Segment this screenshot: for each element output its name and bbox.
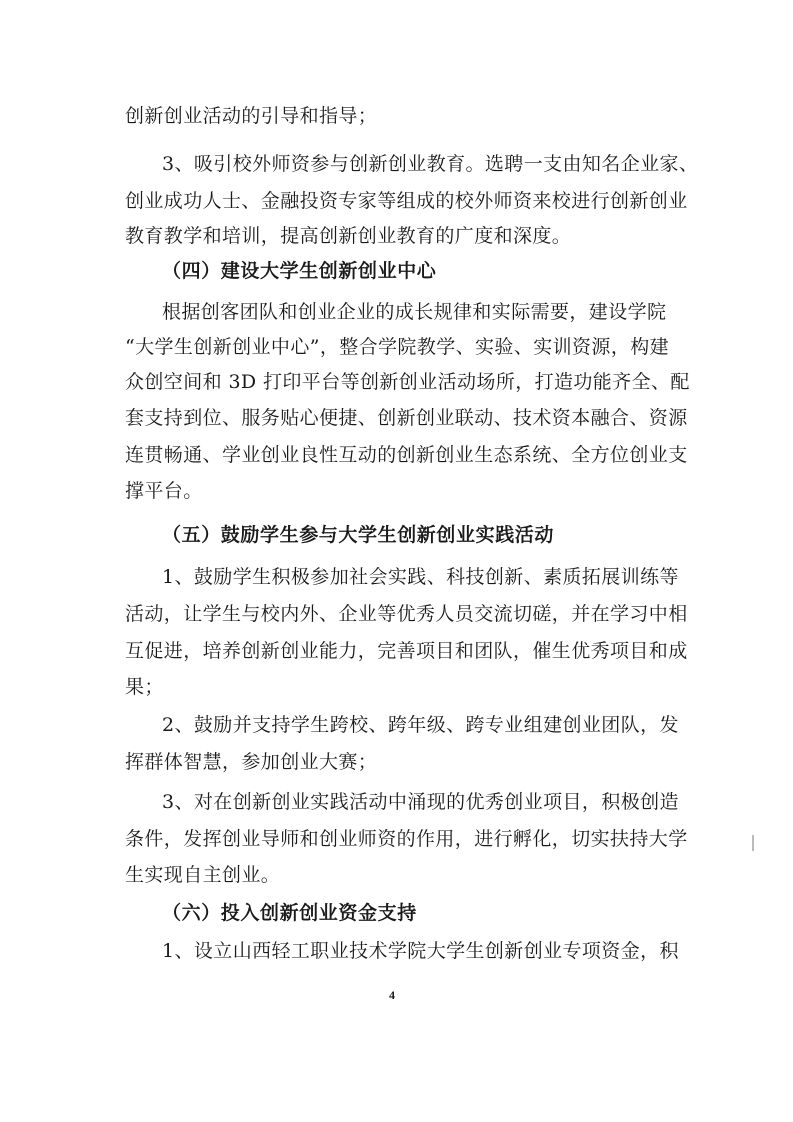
scan-mark (752, 835, 754, 851)
text-line: 创业成功人士、金融投资专家等组成的校外师资来校进行创新创业 (125, 190, 688, 212)
text-line: 1、鼓励学生积极参加社会实践、科技创新、素质拓展训练等 (162, 566, 679, 588)
text-line: 3、吸引校外师资参与创新创业教育。选聘一支由知名企业家、 (162, 153, 699, 175)
text-line: 条件，发挥创业导师和创业师资的作用，进行孵化，切实扶持大学 (125, 828, 688, 850)
text-line: 果； (125, 676, 164, 698)
text-line: “大学生创新创业中心”，整合学院教学、实验、实训资源，构建 (125, 336, 670, 358)
text-line: 套支持到位、服务贴心便捷、创新创业联动、技术资本融合、资源 (125, 407, 688, 429)
section-heading: （五）鼓励学生参与大学生创新创业实践活动 (162, 524, 555, 546)
text-line: 教育教学和培训，提高创新创业教育的广度和深度。 (125, 225, 572, 247)
text-line: 生实现自主创业。 (125, 864, 281, 886)
text-line: 创新创业活动的引导和指导； (125, 105, 378, 127)
section-heading: （六）投入创新创业资金支持 (162, 902, 417, 924)
text-line: 互促进，培养创新创业能力，完善项目和团队，催生优秀项目和成 (125, 640, 688, 662)
text-line: 活动，让学生与校内外、企业等优秀人员交流切磋，并在学习中相 (125, 603, 688, 625)
text-line: 挥群体智慧，参加创业大赛； (125, 751, 378, 773)
text-line: 3、对在创新创业实践活动中涌现的优秀创业项目，积极创造 (162, 791, 679, 813)
text-line: 1、设立山西轻工职业技术学院大学生创新创业专项资金，积 (162, 940, 679, 962)
text-line: 根据创客团队和创业企业的成长规律和实际需要，建设学院 (162, 301, 667, 323)
text-line: 撑平台。 (125, 480, 203, 502)
text-line: 2、鼓励并支持学生跨校、跨年级、跨专业组建创业团队，发 (162, 714, 679, 736)
page-number: 4 (389, 988, 395, 1002)
text-line: 连贯畅通、学业创业良性互动的创新创业生态系统、全方位创业支 (125, 444, 688, 466)
section-heading: （四）建设大学生创新创业中心 (162, 260, 437, 282)
text-line: 众创空间和 3D 打印平台等创新创业活动场所，打造功能齐全、配 (125, 371, 690, 393)
